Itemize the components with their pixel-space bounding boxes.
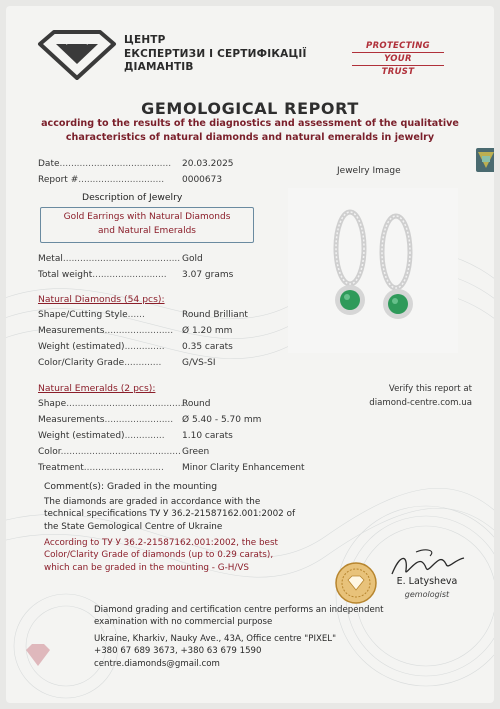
emerald-measurements-value: Ø 5.40 - 5.70 mm xyxy=(182,415,262,425)
diamond-measurements-label: Measurements........................ xyxy=(38,326,174,336)
footer-line-2: examination with no commercial purpose xyxy=(94,617,273,628)
spec-line-2: technical specifications ТУ У 36.2-21587162.001:2002 of xyxy=(44,509,296,520)
slogan xyxy=(352,40,444,78)
footer-line-1: Diamond grading and certification centre performs an independent xyxy=(94,605,384,615)
right-earring-icon xyxy=(382,216,413,319)
emerald-shape-value: Round xyxy=(182,399,211,409)
diamond-logo-icon xyxy=(36,30,118,80)
certificate-sheet xyxy=(6,6,494,703)
footer-statement xyxy=(94,604,384,629)
diamond-shape-label: Shape/Cutting Style...... xyxy=(38,310,145,320)
comment-line: Comment(s): Graded in the mounting xyxy=(44,481,218,492)
grade-line-3: which can be graded in the mounting - G-H/VS xyxy=(44,562,249,573)
slogan-line-3: TRUST xyxy=(381,67,415,77)
footer-phones: +380 67 689 3673, +380 63 679 1590 xyxy=(94,646,262,657)
slogan-line-1: PROTECTING xyxy=(352,40,444,53)
verify-note xyxy=(354,382,472,410)
total-weight-label: Total weight.......................... xyxy=(38,270,167,280)
slogan-line-2: YOUR xyxy=(352,53,444,66)
report-number-label: Report #.............................. xyxy=(38,175,165,185)
organization-name xyxy=(124,34,307,75)
emerald-shape-label: Shape.......................................... xyxy=(38,399,187,409)
grade-paragraph xyxy=(44,537,278,574)
jewelry-image-label: Jewelry Image xyxy=(337,166,401,176)
metal-label: Metal......................................... xyxy=(38,254,181,264)
diamond-measurements-value: Ø 1.20 mm xyxy=(182,326,233,336)
signer-role: gemologist xyxy=(404,590,450,599)
emerald-treatment-label: Treatment............................ xyxy=(38,463,164,473)
date-value: 20.03.2025 xyxy=(182,159,234,169)
org-line-1: ЦЕНТР xyxy=(124,34,166,46)
footer-email[interactable]: centre.diamonds@gmail.com xyxy=(94,658,220,669)
total-weight-value: 3.07 grams xyxy=(182,270,234,280)
corner-ornament-icon xyxy=(24,642,52,668)
metal-value: Gold xyxy=(182,254,203,264)
spec-paragraph xyxy=(44,496,295,533)
verify-line-1: Verify this report at xyxy=(388,384,472,394)
diamonds-heading: Natural Diamonds (54 pcs): xyxy=(38,294,165,305)
gold-seal-icon xyxy=(334,561,378,605)
diamond-grade-label: Color/Clarity Grade............. xyxy=(38,358,162,368)
grade-line-2: Color/Clarity Grade of diamonds (up to 0.29 carats), xyxy=(44,550,274,561)
emerald-weight-label: Weight (estimated).............. xyxy=(38,431,165,441)
description-box xyxy=(40,207,254,243)
emerald-treatment-value: Minor Clarity Enhancement xyxy=(182,463,305,473)
spec-line-3: the State Gemological Centre of Ukraine xyxy=(44,521,223,532)
report-subtitle xyxy=(16,117,484,145)
signer-name: E. Latysheva xyxy=(396,576,458,587)
grade-line-1: According to ТУ У 36.2-21587162.001:2002, the best xyxy=(44,538,279,548)
footer-contacts xyxy=(94,633,336,670)
emerald-weight-value: 1.10 carats xyxy=(182,431,233,441)
diamond-shape-value: Round Brilliant xyxy=(182,310,248,320)
report-title: GEMOLOGICAL REPORT xyxy=(141,99,359,118)
description-line-2: and Natural Emeralds xyxy=(98,225,196,236)
emerald-color-label: Color.......................................... xyxy=(38,447,181,457)
diamond-grade-value: G/VS-SI xyxy=(182,358,216,368)
subtitle-line-1: according to the results of the diagnostics and assessment of the qualitative xyxy=(41,118,459,129)
emeralds-heading: Natural Emeralds (2 pcs): xyxy=(38,383,156,394)
emerald-measurements-label: Measurements........................ xyxy=(38,415,174,425)
hologram-sticker-icon xyxy=(474,146,494,174)
report-number-value: 0000673 xyxy=(182,175,223,185)
spec-line-1: The diamonds are graded in accordance with the xyxy=(44,497,261,507)
footer-address: Ukraine, Kharkiv, Nauky Ave., 43A, Office centre "PIXEL" xyxy=(94,634,337,644)
description-line-1: Gold Earrings with Natural Diamonds xyxy=(63,212,231,222)
verify-link[interactable]: diamond-centre.com.ua xyxy=(369,398,472,408)
jewelry-photo xyxy=(288,188,458,353)
org-line-3: ДІАМАНТІВ xyxy=(124,61,194,73)
description-heading: Description of Jewelry xyxy=(82,192,183,203)
left-earring-icon xyxy=(335,212,365,315)
date-label: Date....................................... xyxy=(38,159,172,169)
diamond-weight-label: Weight (estimated).............. xyxy=(38,342,165,352)
diamond-weight-value: 0.35 carats xyxy=(182,342,233,352)
subtitle-line-2: characteristics of natural diamonds and natural emeralds in jewelry xyxy=(65,132,435,143)
emerald-color-value: Green xyxy=(182,447,210,457)
org-line-2: ЕКСПЕРТИЗИ І СЕРТИФІКАЦІЇ xyxy=(124,47,307,60)
